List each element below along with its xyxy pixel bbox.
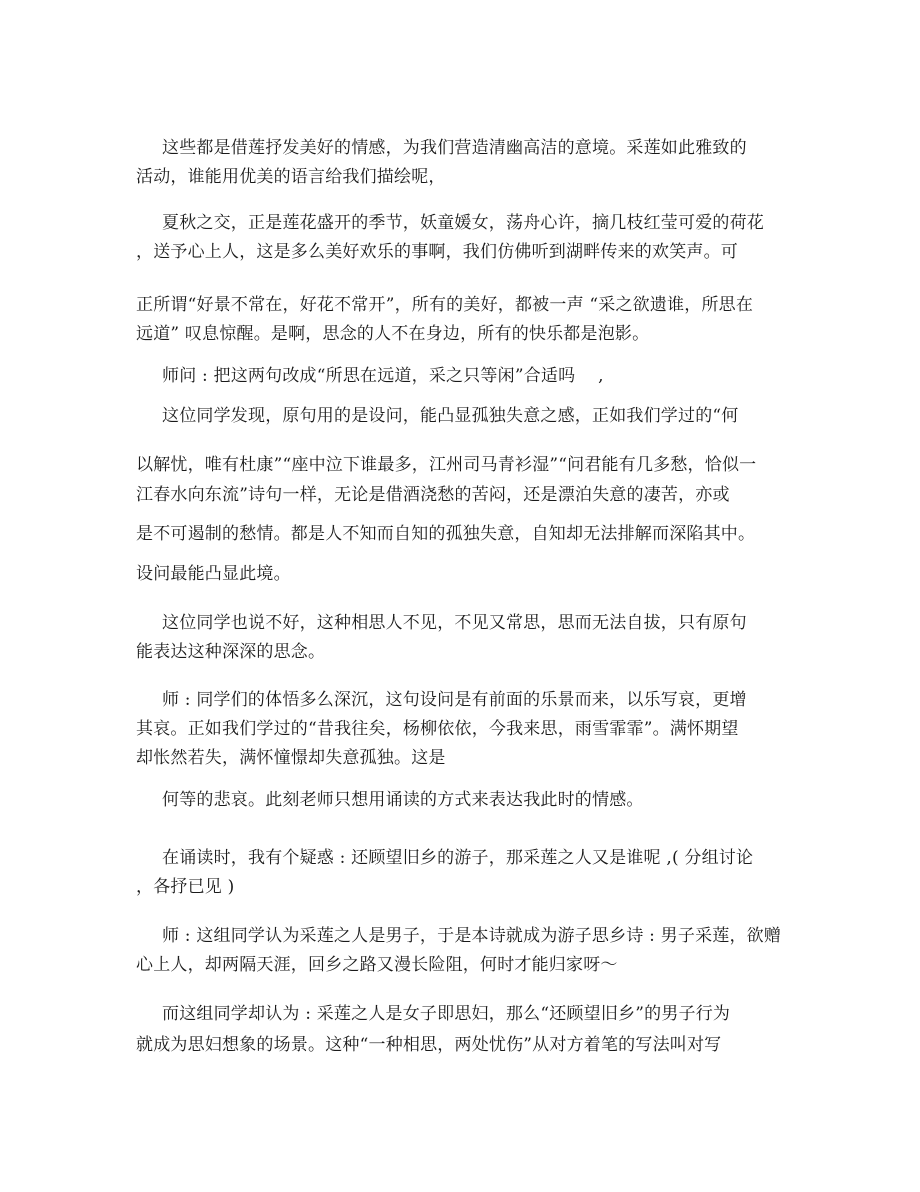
text-line: 这些都是借莲抒发美好的情感，为我们营造清幽高洁的意境。采莲如此雅致的 [162,138,747,158]
text-line: 何等的悲哀。此刻老师只想用诵读的方式来表达我此时的情感。 [162,790,644,810]
text-line: 是不可遏制的愁情。都是人不知而自知的孤独失意，自知却无法排解而深陷其中。 [136,524,756,544]
text-line: 能表达这种深深的思念。 [136,642,326,662]
text-line: 江春水向东流”诗句一样，无论是借酒浇愁的苦闷，还是漂泊失意的凄苦，亦或 [136,485,730,505]
text-line: 这位同学也说不好，这种相思人不见，不见又常思，思而无法自拔，只有原句 [162,613,747,633]
text-line: 师 : 同学们的体悟多么深沉，这句设问是有前面的乐景而来，以乐写哀，更增 [162,690,747,710]
text-line: 活动，谁能用优美的语言给我们描绘呢， [136,167,446,187]
text-line: 以解忧，唯有杜康”“座中泣下谁最多，江州司马青衫湿”“问君能有几多愁，恰似一 [136,455,757,475]
text-line: 夏秋之交，正是莲花盛开的季节，妖童媛女，荡舟心许，摘几枝红莹可爱的荷花 [162,213,764,233]
text-line: 而这组同学却认为 : 采莲之人是女子即思妇，那么“还顾望旧乡”的男子行为 [162,1004,731,1024]
text-line: 远道” 叹息惊醒。是啊，思念的人不在身边，所有的快乐都是泡影。 [136,324,650,344]
text-line: 心上人，却两隔天涯，回乡之路又漫长险阻，何时才能归家呀～ [136,955,618,975]
text-line: 师 : 这组同学认为采莲之人是男子，于是本诗就成为游子思乡诗 : 男子采莲，欲赠 [162,926,782,946]
text-line: 设问最能凸显此境。 [136,564,291,584]
text-line: 在诵读时，我有个疑惑 : 还顾望旧乡的游子，那采莲之人又是谁呢 ,( 分组讨论 [162,848,754,868]
text-line: 这位同学发现，原句用的是设问，能凸显孤独失意之感，正如我们学过的“何 [162,406,739,426]
text-line: 师问 : 把这两句改成“所思在远道，采之只等闲”合适吗 , [162,366,604,386]
text-line: ，各抒已见 ) [136,877,235,897]
text-line: 就成为思妇想象的场景。这种“一种相思，两处忧伤”从对方着笔的写法叫对写 [136,1035,722,1055]
text-line: 其哀。正如我们学过的“昔我往矣，杨柳依依，今我来思，雨雪霏霏”。满怀期望 [136,719,739,739]
text-line: 却怅然若失，满怀憧憬却失意孤独。这是 [136,748,446,768]
text-line: 正所谓“好景不常在，好花不常开”，所有的美好，都被一声 “采之欲遗谁，所思在 [136,295,754,315]
text-line: ，送予心上人，这是多么美好欢乐的事啊，我们仿佛听到湖畔传来的欢笑声。可 [136,242,738,262]
